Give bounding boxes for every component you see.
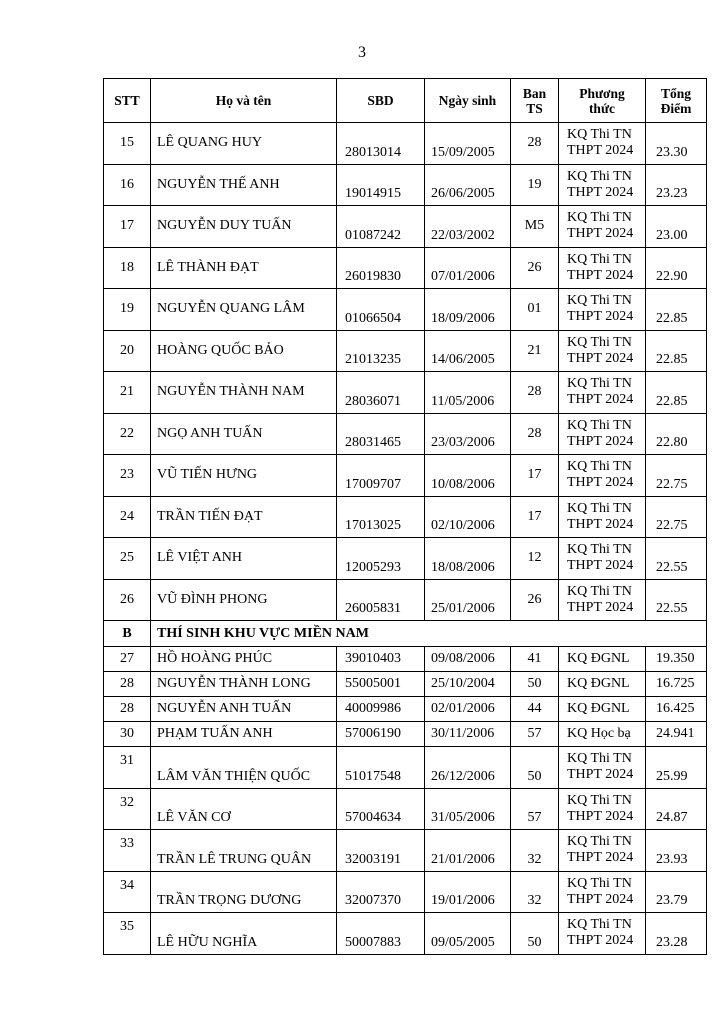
method-line1: KQ Thi TN [567, 583, 632, 599]
score-cell: 22.85 [646, 372, 707, 414]
score-cell: 19.350 [646, 647, 707, 672]
sbd-cell: 51017548 [337, 747, 425, 789]
table-row [104, 722, 707, 747]
stt-cell: 15 [104, 123, 151, 165]
method-line2: THPT 2024 [567, 767, 634, 783]
score-cell: 23.30 [646, 123, 707, 165]
method-cell [559, 123, 646, 165]
name-cell: TRẦN LÊ TRUNG QUÂN [151, 830, 337, 872]
name-cell: VŨ TIẾN HƯNG [151, 455, 337, 497]
score-cell: 22.85 [646, 330, 707, 372]
ban-cell: 50 [511, 672, 559, 697]
method-line2: THPT 2024 [567, 933, 634, 949]
table-row [104, 747, 707, 789]
section-title: THÍ SINH KHU VỰC MIỀN NAM [151, 621, 707, 647]
method-line1: KQ Thi TN [567, 751, 632, 767]
ban-cell: 28 [511, 372, 559, 414]
method-line2: THPT 2024 [567, 143, 634, 159]
score-cell: 23.23 [646, 164, 707, 206]
sbd-cell: 55005001 [337, 672, 425, 697]
method-cell [559, 455, 646, 497]
score-cell: 25.99 [646, 747, 707, 789]
dob-cell: 11/05/2006 [425, 372, 511, 414]
table-row [104, 913, 707, 955]
header-ban-line1: Ban [522, 85, 547, 101]
score-cell: 22.75 [646, 496, 707, 538]
method-cell [559, 830, 646, 872]
header-dob: Ngày sinh [425, 79, 511, 123]
table-row [104, 496, 707, 538]
ban-cell: 12 [511, 538, 559, 580]
dob-cell: 30/11/2006 [425, 722, 511, 747]
method-line2: THPT 2024 [567, 808, 634, 824]
name-cell: TRẦN TIẾN ĐẠT [151, 496, 337, 538]
method-cell [559, 538, 646, 580]
method-line2: THPT 2024 [567, 433, 634, 449]
sbd-cell: 12005293 [337, 538, 425, 580]
dob-cell: 31/05/2006 [425, 788, 511, 830]
section-label: B [104, 621, 151, 647]
ban-cell: 32 [511, 871, 559, 913]
dob-cell: 23/03/2006 [425, 413, 511, 455]
stt-cell: 17 [104, 206, 151, 248]
sbd-cell: 21013235 [337, 330, 425, 372]
table-row [104, 672, 707, 697]
ban-cell: 01 [511, 289, 559, 331]
method-cell [559, 164, 646, 206]
method-cell [559, 913, 646, 955]
sbd-cell: 28031465 [337, 413, 425, 455]
name-cell: LÊ VĂN CƠ [151, 788, 337, 830]
score-cell: 22.75 [646, 455, 707, 497]
sbd-cell: 39010403 [337, 647, 425, 672]
method-line1: KQ Thi TN [567, 459, 632, 475]
dob-cell: 02/10/2006 [425, 496, 511, 538]
table-row [104, 289, 707, 331]
method-line1: KQ Thi TN [567, 210, 632, 226]
section-row [104, 621, 707, 647]
stt-cell: 23 [104, 455, 151, 497]
dob-cell: 07/01/2006 [425, 247, 511, 289]
header-sbd: SBD [337, 79, 425, 123]
stt-cell: 22 [104, 413, 151, 455]
ban-cell: 19 [511, 164, 559, 206]
method-line2: THPT 2024 [567, 516, 634, 532]
table-row [104, 413, 707, 455]
ban-cell: 41 [511, 647, 559, 672]
stt-cell: 28 [104, 697, 151, 722]
name-cell: HỒ HOÀNG PHÚC [151, 647, 337, 672]
method-line2: THPT 2024 [567, 184, 634, 200]
name-cell: TRẦN TRỌNG DƯƠNG [151, 871, 337, 913]
header-ban [511, 79, 559, 123]
table-row [104, 871, 707, 913]
stt-cell: 20 [104, 330, 151, 372]
name-cell: LÊ VIỆT ANH [151, 538, 337, 580]
stt-cell: 35 [104, 913, 151, 955]
table-row [104, 579, 707, 621]
method-cell: KQ Học bạ [559, 722, 646, 747]
score-cell: 16.425 [646, 697, 707, 722]
sbd-cell: 50007883 [337, 913, 425, 955]
method-line1: KQ Thi TN [567, 127, 632, 143]
score-cell: 22.85 [646, 289, 707, 331]
score-cell: 23.93 [646, 830, 707, 872]
dob-cell: 18/08/2006 [425, 538, 511, 580]
method-line2: THPT 2024 [567, 850, 634, 866]
stt-cell: 26 [104, 579, 151, 621]
ban-cell: 57 [511, 788, 559, 830]
method-line2: THPT 2024 [567, 475, 634, 491]
table-row [104, 123, 707, 165]
method-line1: KQ Thi TN [567, 251, 632, 267]
sbd-cell: 57004634 [337, 788, 425, 830]
table-row [104, 697, 707, 722]
stt-cell: 32 [104, 788, 151, 830]
table-body [104, 123, 707, 955]
stt-cell: 18 [104, 247, 151, 289]
ban-cell: 28 [511, 413, 559, 455]
ban-cell: M5 [511, 206, 559, 248]
dob-cell: 22/03/2002 [425, 206, 511, 248]
sbd-cell: 28013014 [337, 123, 425, 165]
name-cell: VŨ ĐÌNH PHONG [151, 579, 337, 621]
name-cell: HOÀNG QUỐC BẢO [151, 330, 337, 372]
method-line1: KQ Thi TN [567, 917, 632, 933]
table-row [104, 538, 707, 580]
method-cell [559, 496, 646, 538]
table-row [104, 372, 707, 414]
sbd-cell: 19014915 [337, 164, 425, 206]
header-method [559, 79, 646, 123]
stt-cell: 28 [104, 672, 151, 697]
dob-cell: 26/06/2005 [425, 164, 511, 206]
table-row [104, 455, 707, 497]
sbd-cell: 26005831 [337, 579, 425, 621]
method-cell [559, 747, 646, 789]
dob-cell: 26/12/2006 [425, 747, 511, 789]
dob-cell: 18/09/2006 [425, 289, 511, 331]
table-row [104, 206, 707, 248]
method-line1: KQ Thi TN [567, 376, 632, 392]
table-row [104, 164, 707, 206]
dob-cell: 09/08/2006 [425, 647, 511, 672]
header-ban-line2: TS [526, 100, 543, 116]
sbd-cell: 26019830 [337, 247, 425, 289]
method-cell [559, 247, 646, 289]
score-cell: 23.28 [646, 913, 707, 955]
sbd-cell: 17013025 [337, 496, 425, 538]
dob-cell: 25/10/2004 [425, 672, 511, 697]
sbd-cell: 32003191 [337, 830, 425, 872]
name-cell: LÊ THÀNH ĐẠT [151, 247, 337, 289]
ban-cell: 26 [511, 579, 559, 621]
score-cell: 22.55 [646, 538, 707, 580]
name-cell: NGỌ ANH TUẤN [151, 413, 337, 455]
dob-cell: 21/01/2006 [425, 830, 511, 872]
score-cell: 22.55 [646, 579, 707, 621]
name-cell: LÊ QUANG HUY [151, 123, 337, 165]
method-cell [559, 871, 646, 913]
ban-cell: 26 [511, 247, 559, 289]
header-name: Họ và tên [151, 79, 337, 123]
header-stt: STT [104, 79, 151, 123]
sbd-cell: 17009707 [337, 455, 425, 497]
score-cell: 24.87 [646, 788, 707, 830]
dob-cell: 14/06/2005 [425, 330, 511, 372]
method-line2: THPT 2024 [567, 267, 634, 283]
header-method-line2: thức [588, 100, 616, 116]
method-cell [559, 788, 646, 830]
method-line2: THPT 2024 [567, 226, 634, 242]
ban-cell: 28 [511, 123, 559, 165]
method-cell [559, 206, 646, 248]
score-cell: 23.00 [646, 206, 707, 248]
method-line1: KQ Thi TN [567, 168, 632, 184]
header-method-line1: Phương [579, 85, 625, 101]
method-cell [559, 330, 646, 372]
ban-cell: 21 [511, 330, 559, 372]
table-row [104, 788, 707, 830]
name-cell: NGUYỄN QUANG LÂM [151, 289, 337, 331]
stt-cell: 27 [104, 647, 151, 672]
table-row [104, 647, 707, 672]
method-line1: KQ Thi TN [567, 334, 632, 350]
table-row [104, 830, 707, 872]
method-cell: KQ ĐGNL [559, 672, 646, 697]
method-line1: KQ Thi TN [567, 417, 632, 433]
name-cell: NGUYỄN THÀNH LONG [151, 672, 337, 697]
sbd-cell: 28036071 [337, 372, 425, 414]
ban-cell: 44 [511, 697, 559, 722]
stt-cell: 33 [104, 830, 151, 872]
dob-cell: 15/09/2005 [425, 123, 511, 165]
name-cell: NGUYỄN THÀNH NAM [151, 372, 337, 414]
sbd-cell: 57006190 [337, 722, 425, 747]
method-line2: THPT 2024 [567, 392, 634, 408]
dob-cell: 19/01/2006 [425, 871, 511, 913]
table-row [104, 330, 707, 372]
method-line1: KQ Thi TN [567, 542, 632, 558]
name-cell: NGUYỄN ANH TUẤN [151, 697, 337, 722]
method-line1: KQ Thi TN [567, 834, 632, 850]
score-cell: 24.941 [646, 722, 707, 747]
method-line2: THPT 2024 [567, 558, 634, 574]
score-cell: 22.90 [646, 247, 707, 289]
stt-cell: 34 [104, 871, 151, 913]
ban-cell: 17 [511, 455, 559, 497]
dob-cell: 25/01/2006 [425, 579, 511, 621]
stt-cell: 30 [104, 722, 151, 747]
admission-results-table [103, 78, 707, 955]
ban-cell: 17 [511, 496, 559, 538]
ban-cell: 50 [511, 747, 559, 789]
header-score [646, 79, 707, 123]
method-line1: KQ Thi TN [567, 792, 632, 808]
dob-cell: 09/05/2005 [425, 913, 511, 955]
stt-cell: 16 [104, 164, 151, 206]
table-row [104, 247, 707, 289]
name-cell: NGUYỄN DUY TUẤN [151, 206, 337, 248]
method-cell [559, 289, 646, 331]
method-line2: THPT 2024 [567, 309, 634, 325]
stt-cell: 21 [104, 372, 151, 414]
header-score-line1: Tổng [660, 85, 691, 101]
ban-cell: 32 [511, 830, 559, 872]
header-score-line2: Điểm [660, 100, 692, 116]
method-cell [559, 413, 646, 455]
dob-cell: 02/01/2006 [425, 697, 511, 722]
sbd-cell: 01087242 [337, 206, 425, 248]
score-cell: 16.725 [646, 672, 707, 697]
method-line1: KQ Thi TN [567, 875, 632, 891]
page-number: 3 [358, 44, 366, 61]
name-cell: NGUYỄN THẾ ANH [151, 164, 337, 206]
name-cell: LÂM VĂN THIỆN QUỐC [151, 747, 337, 789]
method-line2: THPT 2024 [567, 599, 634, 615]
stt-cell: 25 [104, 538, 151, 580]
method-line2: THPT 2024 [567, 891, 634, 907]
method-cell [559, 372, 646, 414]
sbd-cell: 32007370 [337, 871, 425, 913]
name-cell: LÊ HỮU NGHĨA [151, 913, 337, 955]
method-cell [559, 579, 646, 621]
sbd-cell: 40009986 [337, 697, 425, 722]
name-cell: PHẠM TUẤN ANH [151, 722, 337, 747]
method-cell: KQ ĐGNL [559, 647, 646, 672]
method-line2: THPT 2024 [567, 350, 634, 366]
ban-cell: 50 [511, 913, 559, 955]
ban-cell: 57 [511, 722, 559, 747]
method-line1: KQ Thi TN [567, 293, 632, 309]
stt-cell: 31 [104, 747, 151, 789]
sbd-cell: 01066504 [337, 289, 425, 331]
stt-cell: 24 [104, 496, 151, 538]
score-cell: 23.79 [646, 871, 707, 913]
table-header-row [104, 79, 707, 123]
method-line1: KQ Thi TN [567, 500, 632, 516]
score-cell: 22.80 [646, 413, 707, 455]
dob-cell: 10/08/2006 [425, 455, 511, 497]
stt-cell: 19 [104, 289, 151, 331]
method-cell: KQ ĐGNL [559, 697, 646, 722]
